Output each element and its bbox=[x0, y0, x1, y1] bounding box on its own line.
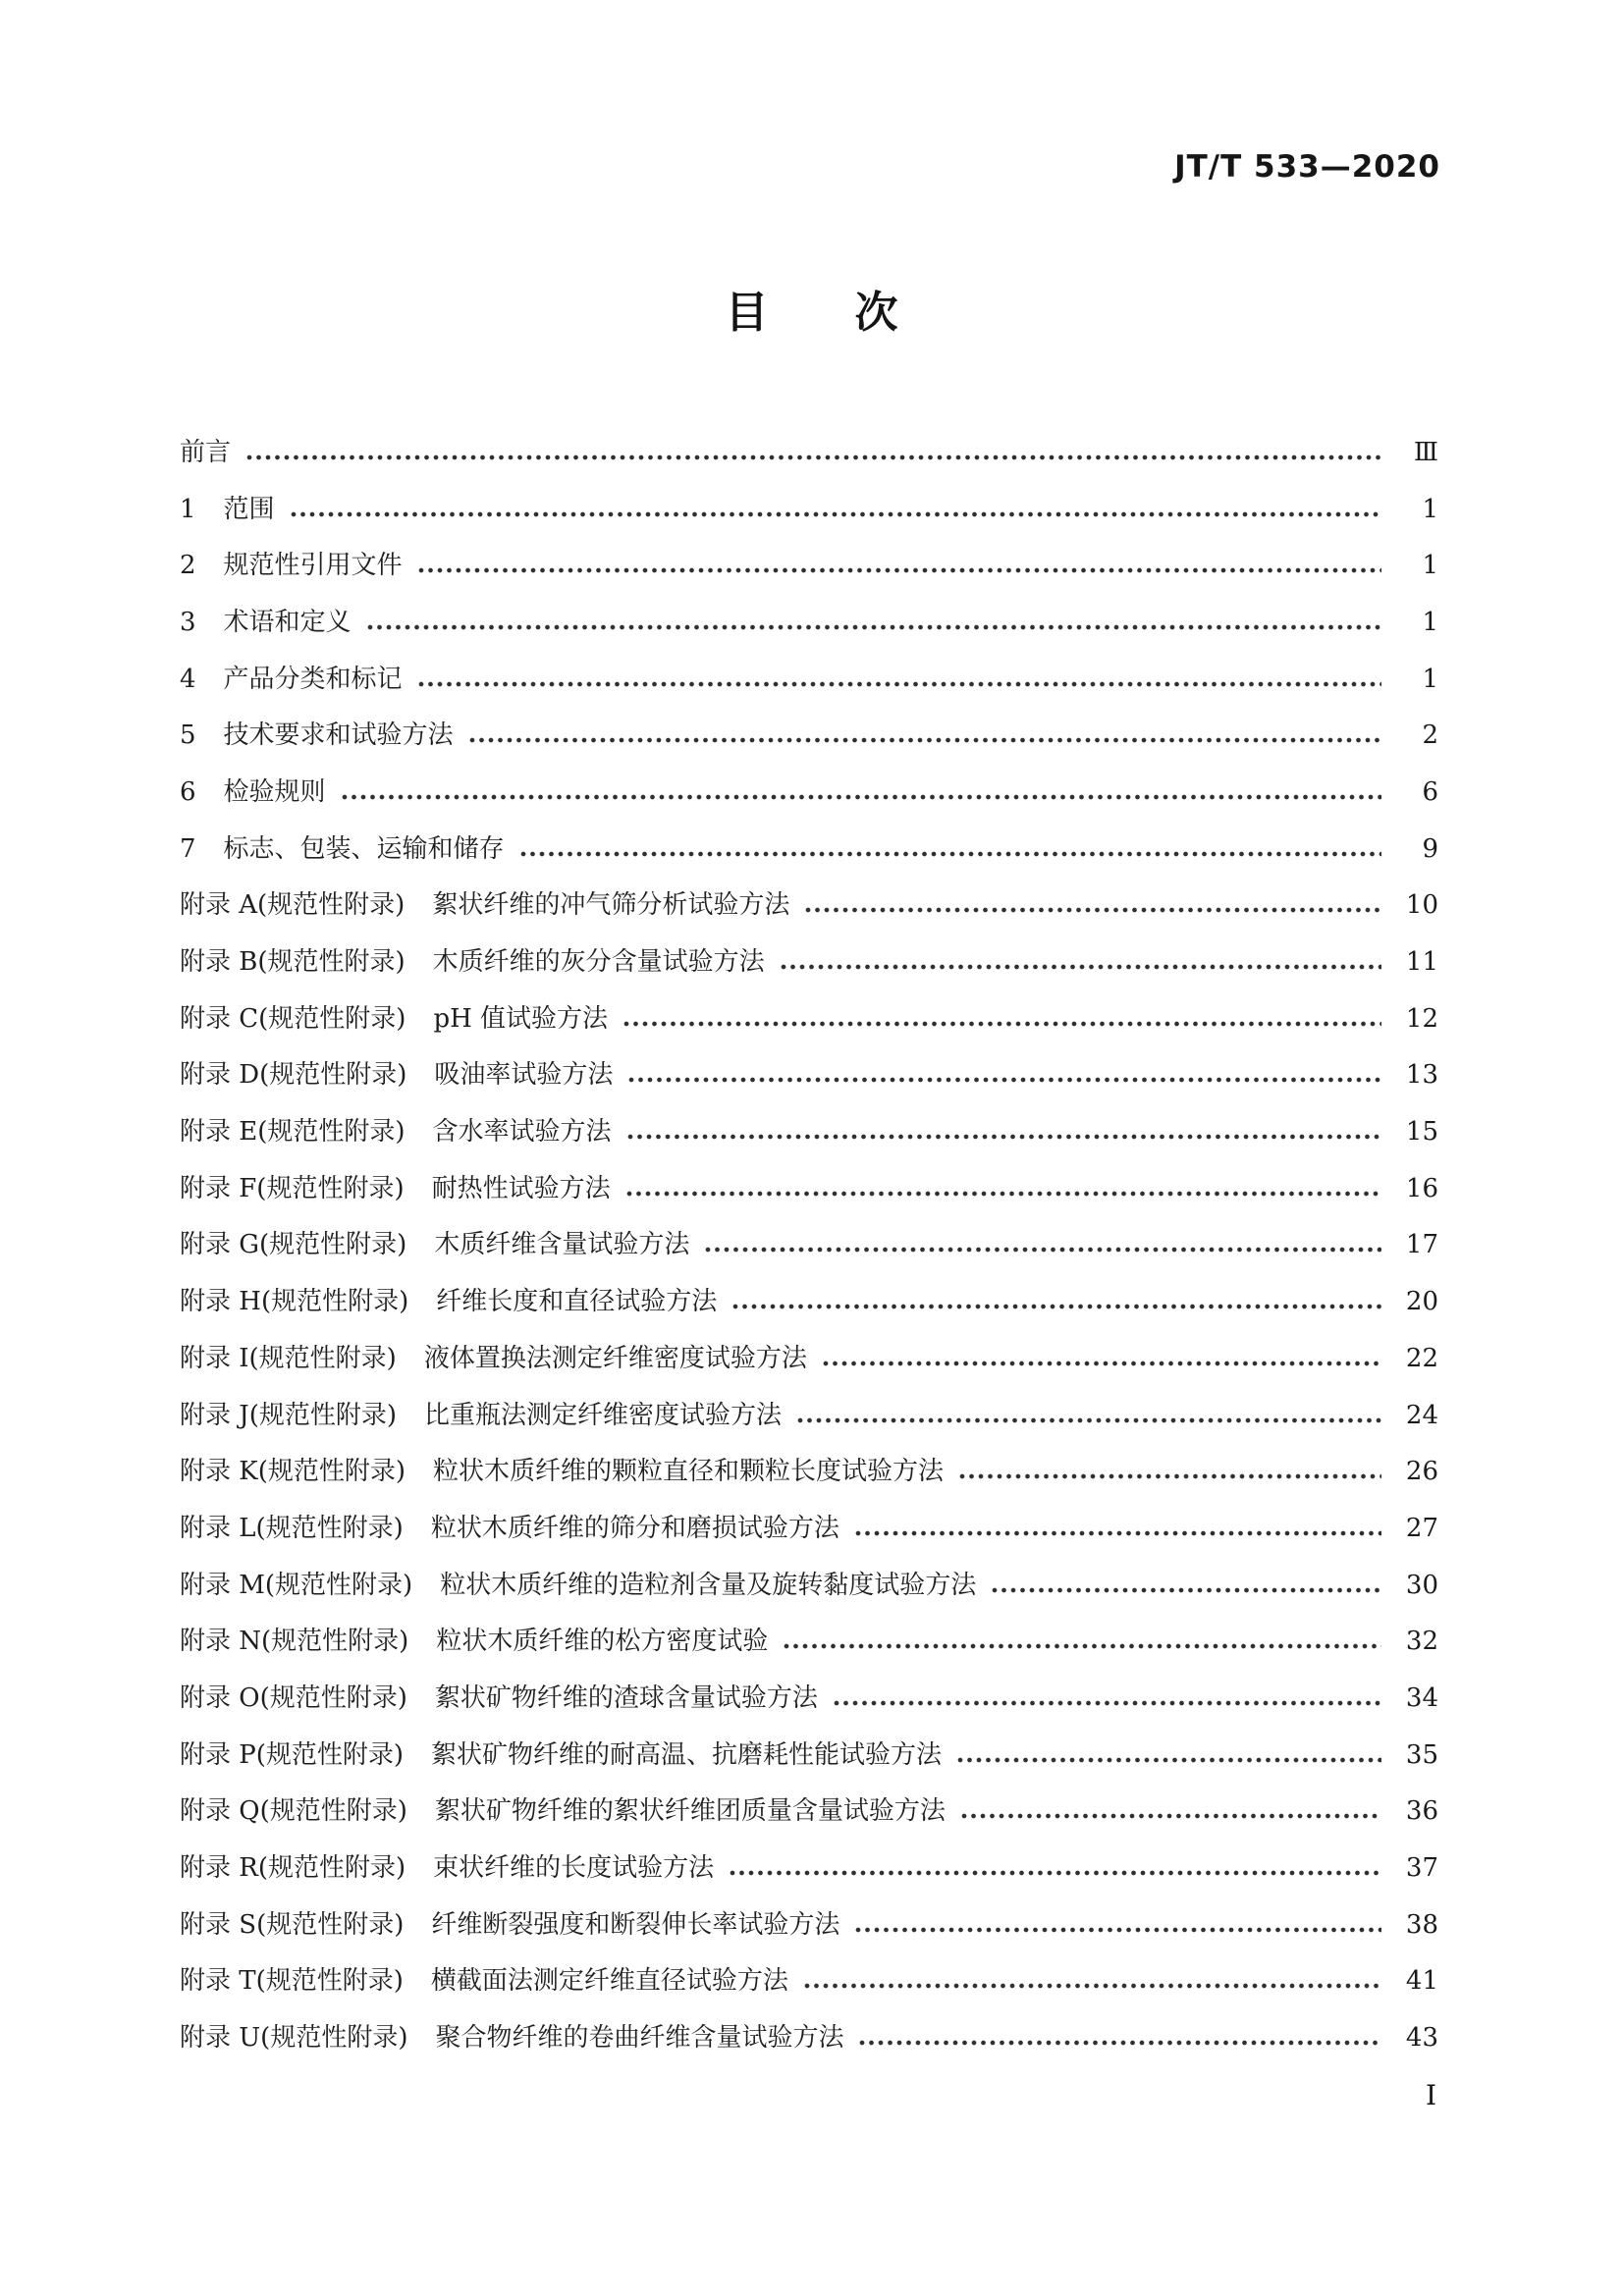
toc-entry-title: pH 值试验方法 bbox=[433, 1003, 609, 1034]
toc-entry-title: 絮状矿物纤维的耐高温、抗磨耗性能试验方法 bbox=[431, 1739, 943, 1770]
toc-entry-title: 规范性引用文件 bbox=[223, 551, 403, 581]
toc-entry-prefix: 附录 H(规范性附录) bbox=[180, 1287, 409, 1317]
toc-entry-prefix: 4 bbox=[180, 664, 196, 694]
toc-entry-prefix: 5 bbox=[180, 721, 196, 751]
dot-leader bbox=[805, 905, 1381, 915]
toc-entry-page: 1 bbox=[1422, 664, 1438, 694]
toc-entry-prefix: 附录 R(规范性附录) bbox=[180, 1853, 406, 1884]
toc-entry bbox=[180, 1443, 1438, 1500]
dot-leader bbox=[730, 1868, 1381, 1878]
toc-entry-page: 9 bbox=[1422, 833, 1438, 864]
toc-entry-page: 41 bbox=[1405, 1966, 1438, 1997]
toc-entry-page: 20 bbox=[1405, 1287, 1438, 1317]
toc-entry-title: 术语和定义 bbox=[223, 607, 352, 637]
dot-leader bbox=[992, 1585, 1381, 1595]
dot-leader bbox=[626, 1189, 1381, 1199]
toc-entry-page: 10 bbox=[1405, 890, 1438, 921]
toc-entry bbox=[180, 1896, 1438, 1953]
toc-entry bbox=[180, 651, 1438, 708]
dot-leader bbox=[418, 565, 1381, 575]
toc-entry-prefix: 附录 L(规范性附录) bbox=[180, 1513, 404, 1543]
toc-entry bbox=[180, 1160, 1438, 1217]
toc-entry-page: 22 bbox=[1405, 1343, 1438, 1373]
toc-entry bbox=[180, 1217, 1438, 1274]
toc-entry-title: 木质纤维含量试验方法 bbox=[434, 1230, 690, 1260]
toc-entry-page: 34 bbox=[1405, 1682, 1438, 1713]
toc-entry bbox=[180, 821, 1438, 878]
toc-entry bbox=[180, 1273, 1438, 1330]
toc-entry-title: 产品分类和标记 bbox=[223, 664, 403, 694]
dot-leader bbox=[834, 1698, 1381, 1708]
toc-entry-title: 粒状木质纤维的造粒剂含量及旋转黏度试验方法 bbox=[440, 1570, 977, 1600]
toc-entry-prefix: 2 bbox=[180, 551, 196, 581]
toc-entry-prefix: 附录 F(规范性附录) bbox=[180, 1173, 405, 1203]
toc-entry-page: 27 bbox=[1405, 1513, 1438, 1543]
toc-entry bbox=[180, 990, 1438, 1047]
toc-entry-title: 吸油率试验方法 bbox=[434, 1060, 614, 1091]
toc-entry-page: 15 bbox=[1405, 1117, 1438, 1148]
toc-entry bbox=[180, 1670, 1438, 1727]
toc-entry-prefix: 附录 N(规范性附录) bbox=[180, 1627, 409, 1657]
toc-entry-prefix: 附录 O(规范性附录) bbox=[180, 1682, 407, 1713]
toc-entry-prefix: 附录 P(规范性附录) bbox=[180, 1739, 405, 1770]
dot-leader bbox=[342, 792, 1381, 802]
toc-entry-prefix: 附录 B(规范性附录) bbox=[180, 947, 406, 978]
toc-entry-page: 17 bbox=[1405, 1230, 1438, 1260]
toc-entry bbox=[180, 1613, 1438, 1670]
dot-leader bbox=[291, 509, 1381, 519]
toc-entry-title: 絮状矿物纤维的絮状纤维团质量含量试验方法 bbox=[434, 1796, 946, 1827]
toc-entry-prefix: 6 bbox=[180, 776, 196, 807]
toc-entry bbox=[180, 2009, 1438, 2066]
toc-entry bbox=[180, 594, 1438, 651]
dot-leader bbox=[628, 1075, 1381, 1085]
toc-entry-page: 11 bbox=[1405, 947, 1438, 978]
toc-entry-prefix: 附录 M(规范性附录) bbox=[180, 1570, 413, 1600]
toc-entry-prefix: 7 bbox=[180, 833, 196, 864]
toc-entry bbox=[180, 878, 1438, 934]
toc-entry-page: 24 bbox=[1405, 1400, 1438, 1430]
toc-entry bbox=[180, 934, 1438, 990]
toc-entry bbox=[180, 481, 1438, 538]
dot-leader bbox=[705, 1245, 1381, 1255]
toc-entry bbox=[180, 1953, 1438, 2010]
toc-entry-title: 耐热性试验方法 bbox=[431, 1173, 611, 1203]
toc-entry-page: 32 bbox=[1405, 1627, 1438, 1657]
dot-leader bbox=[781, 962, 1381, 972]
toc-entry bbox=[180, 1387, 1438, 1444]
toc-entry-prefix: 附录 K(规范性附录) bbox=[180, 1457, 406, 1487]
toc-entry bbox=[180, 537, 1438, 594]
dot-leader bbox=[797, 1415, 1381, 1425]
toc-entry-title: 检验规则 bbox=[223, 776, 326, 807]
dot-leader bbox=[418, 679, 1381, 689]
page-title: 目 次 bbox=[725, 288, 898, 338]
toc-entry-title: 液体置换法测定纤维密度试验方法 bbox=[423, 1343, 807, 1373]
toc-entry-title: 前言 bbox=[180, 437, 232, 467]
toc-entry-page: 37 bbox=[1405, 1853, 1438, 1884]
toc-entry-title: 粒状木质纤维的颗粒直径和颗粒长度试验方法 bbox=[432, 1457, 944, 1487]
toc-entry-title: 聚合物纤维的卷曲纤维含量试验方法 bbox=[435, 2023, 844, 2054]
toc-entry bbox=[180, 1784, 1438, 1841]
toc-entry-title: 粒状木质纤维的筛分和磨损试验方法 bbox=[430, 1513, 839, 1543]
toc-entry-title: 絮状矿物纤维的渣球含量试验方法 bbox=[434, 1682, 818, 1713]
toc-entry-page: Ⅲ bbox=[1413, 437, 1438, 467]
toc-entry bbox=[180, 1103, 1438, 1160]
dot-leader bbox=[855, 1528, 1381, 1538]
dot-leader bbox=[959, 1471, 1381, 1481]
toc-entry-prefix: 附录 S(规范性附录) bbox=[180, 1909, 405, 1940]
toc-entry-title: 横截面法测定纤维直径试验方法 bbox=[430, 1966, 788, 1997]
toc-entry-page: 6 bbox=[1422, 776, 1438, 807]
toc-entry-prefix: 附录 E(规范性附录) bbox=[180, 1117, 406, 1148]
dot-leader bbox=[784, 1641, 1381, 1651]
dot-leader bbox=[855, 1925, 1381, 1935]
toc-entry-title: 束状纤维的长度试验方法 bbox=[433, 1853, 715, 1884]
dot-leader bbox=[804, 1981, 1381, 1991]
dot-leader bbox=[823, 1359, 1381, 1368]
dot-leader bbox=[732, 1302, 1381, 1311]
toc-entry-title: 含水率试验方法 bbox=[432, 1117, 612, 1148]
toc-entry-page: 1 bbox=[1422, 494, 1438, 524]
dot-leader bbox=[961, 1811, 1381, 1821]
toc-entry-page: 26 bbox=[1405, 1457, 1438, 1487]
toc-entry bbox=[180, 1840, 1438, 1896]
toc-entry-page: 12 bbox=[1405, 1003, 1438, 1034]
dot-leader bbox=[957, 1755, 1381, 1765]
toc-entry bbox=[180, 1727, 1438, 1784]
footer-page-number: Ⅰ bbox=[1425, 2079, 1436, 2111]
toc-entry-title: 比重瓶法测定纤维密度试验方法 bbox=[423, 1400, 782, 1430]
toc-entry-title: 木质纤维的灰分含量试验方法 bbox=[432, 947, 765, 978]
toc-entry-page: 1 bbox=[1422, 551, 1438, 581]
toc-entry-prefix: 附录 U(规范性附录) bbox=[180, 2023, 408, 2054]
toc-entry bbox=[180, 707, 1438, 764]
standard-code: JT/T 533—2020 bbox=[1174, 149, 1440, 185]
dot-leader bbox=[469, 735, 1381, 745]
toc-entry bbox=[180, 1500, 1438, 1557]
dot-leader bbox=[859, 2038, 1381, 2048]
toc-entry-title: 范围 bbox=[223, 494, 275, 524]
toc-entry-title: 絮状纤维的冲气筛分析试验方法 bbox=[432, 890, 790, 921]
dot-leader bbox=[246, 453, 1381, 462]
toc-entry-page: 38 bbox=[1405, 1909, 1438, 1940]
toc-entry-title: 纤维长度和直径试验方法 bbox=[436, 1287, 718, 1317]
toc-entry-prefix: 附录 A(规范性附录) bbox=[180, 890, 406, 921]
toc-entry-prefix: 附录 Q(规范性附录) bbox=[180, 1796, 407, 1827]
dot-leader bbox=[367, 622, 1381, 632]
toc-entry-title: 粒状木质纤维的松方密度试验 bbox=[436, 1627, 769, 1657]
toc-entry bbox=[180, 424, 1438, 481]
toc-entry-page: 1 bbox=[1422, 607, 1438, 637]
toc-entry-page: 36 bbox=[1405, 1796, 1438, 1827]
toc-entry-page: 2 bbox=[1422, 721, 1438, 751]
toc-entry-title: 纤维断裂强度和断裂伸长率试验方法 bbox=[431, 1909, 840, 1940]
toc-entry-prefix: 附录 T(规范性附录) bbox=[180, 1966, 404, 1997]
toc-entry-page: 35 bbox=[1405, 1739, 1438, 1770]
toc-entry bbox=[180, 764, 1438, 821]
toc-entry-page: 13 bbox=[1405, 1060, 1438, 1091]
toc-entry-page: 16 bbox=[1405, 1173, 1438, 1203]
toc-entry-prefix: 1 bbox=[180, 494, 196, 524]
dot-leader bbox=[627, 1132, 1381, 1142]
toc-entry bbox=[180, 1557, 1438, 1614]
toc-entry-page: 43 bbox=[1405, 2023, 1438, 2054]
toc-entry-prefix: 附录 J(规范性附录) bbox=[180, 1400, 397, 1430]
dot-leader bbox=[520, 849, 1381, 859]
toc-entry-prefix: 3 bbox=[180, 607, 196, 637]
dot-leader bbox=[623, 1019, 1381, 1029]
toc-list bbox=[180, 424, 1438, 2066]
toc-entry-prefix: 附录 D(规范性附录) bbox=[180, 1060, 407, 1091]
toc-entry-title: 标志、包装、运输和储存 bbox=[223, 833, 505, 864]
toc-entry bbox=[180, 1330, 1438, 1387]
toc-entry-title: 技术要求和试验方法 bbox=[223, 721, 454, 751]
toc-entry-prefix: 附录 I(规范性附录) bbox=[180, 1343, 397, 1373]
toc-entry-page: 30 bbox=[1405, 1570, 1438, 1600]
toc-entry-prefix: 附录 G(规范性附录) bbox=[180, 1230, 407, 1260]
toc-entry bbox=[180, 1047, 1438, 1104]
toc-entry-prefix: 附录 C(规范性附录) bbox=[180, 1003, 406, 1034]
